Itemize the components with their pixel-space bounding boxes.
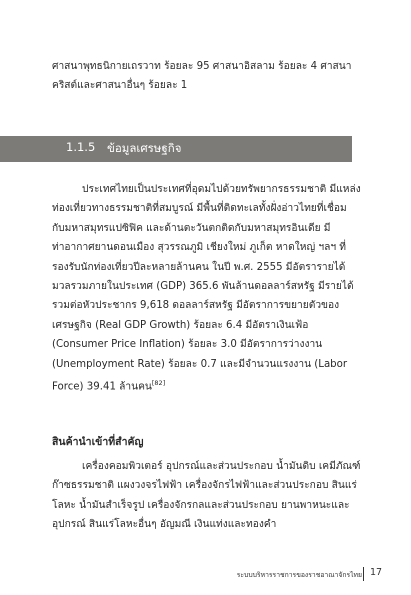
intro-line: ศาสนาพุทธนิกายเถรวาท ร้อยละ 95 ศาสนาอิสลาม ร้อยละ 4 ศาสนา [52, 61, 352, 72]
economy-last-line [52, 374, 374, 397]
economy-line: รองรับนักท่องเที่ยวปีละหลายล้านคน ในปี พ.ศ. 2555 มีอัตรารายได้ [52, 261, 346, 273]
economy-line: เศรษฐกิจ (Real GDP Growth) ร้อยละ 6.4 มีอัตราเงินเฟ้อ [52, 319, 309, 331]
imports-line: อุปกรณ์ สินแร่โลหะอื่นๆ อัญมณี เงินแท่งและทองคำ [52, 519, 277, 531]
economy-line: (Unemployment Rate) ร้อยละ 0.7 และมีจำนวนแรงงาน (Labor [52, 358, 348, 370]
economy-line: ประเทศไทยเป็นประเทศที่อุดมไปด้วยทรัพยากรธรรมชาติ มีแหล่ง [82, 184, 361, 195]
imports-paragraph [52, 457, 374, 535]
section-number: 1.1.5 [66, 140, 96, 154]
footer-title: ระบบบริหารราชการของราชอาณาจักรไทย [236, 571, 362, 579]
page-number: 17 [370, 567, 383, 578]
page-footer [0, 564, 411, 584]
imports-line: โลหะ น้ำมันสำเร็จรูป เครื่องจักรกลและส่วนประกอบ ยานพาหนะและ [52, 499, 350, 511]
economy-line: รวมต่อหัวประชากร 9,618 ดอลลาร์สหรัฐ มีอัตราการขยายตัวของ [52, 300, 340, 312]
imports-line: เครื่องคอมพิวเตอร์ อุปกรณ์และส่วนประกอบ น้ำมันดิบ เคมีภัณฑ์ [82, 461, 361, 472]
economy-line: ท่องเที่ยวทางธรรมชาติที่สมบูรณ์ มีพื้นที่ติดทะเลทั้งฝั่งอ่าวไทยที่เชื่อม [52, 203, 347, 215]
intro-line: คริสต์และศาสนาอื่นๆ ร้อยละ 1 [52, 80, 188, 92]
economy-line: (Consumer Price Inflation) ร้อยละ 3.0 มีอัตราการว่างงาน [52, 339, 323, 351]
intro-paragraph [52, 57, 374, 96]
section-title: ข้อมูลเศรษฐกิจ [107, 141, 182, 155]
economy-line: มวลรวมภายในประเทศ (GDP) 365.6 พันล้านดอลลาร์สหรัฐ มีรายได้ [52, 281, 354, 293]
imports-line: ก๊าซธรรมชาติ แผงวงจรไฟฟ้า เครื่องจักรไฟฟ้าและส่วนประกอบ สินแร่ [52, 480, 357, 492]
footnote-reference[interactable]: [82] [151, 379, 166, 388]
imports-heading: สินค้านำเข้าที่สำคัญ [52, 436, 144, 448]
economy-line: กับมหาสมุทรแปซิฟิค และด้านตะวันตกติดกับมหาสมุทรอินเดีย มี [52, 222, 331, 234]
economy-line: ท่าอากาศยานดอนเมือง สุวรรณภูมิ เชียงใหม่ ภูเก็ต หาดใหญ่ ฯลฯ ที่ [52, 242, 347, 254]
footer-divider [363, 567, 364, 581]
section-header-bar [0, 136, 352, 162]
economy-last-text: Force) 39.41 ล้านคน [52, 381, 152, 393]
economy-paragraph [52, 180, 374, 397]
